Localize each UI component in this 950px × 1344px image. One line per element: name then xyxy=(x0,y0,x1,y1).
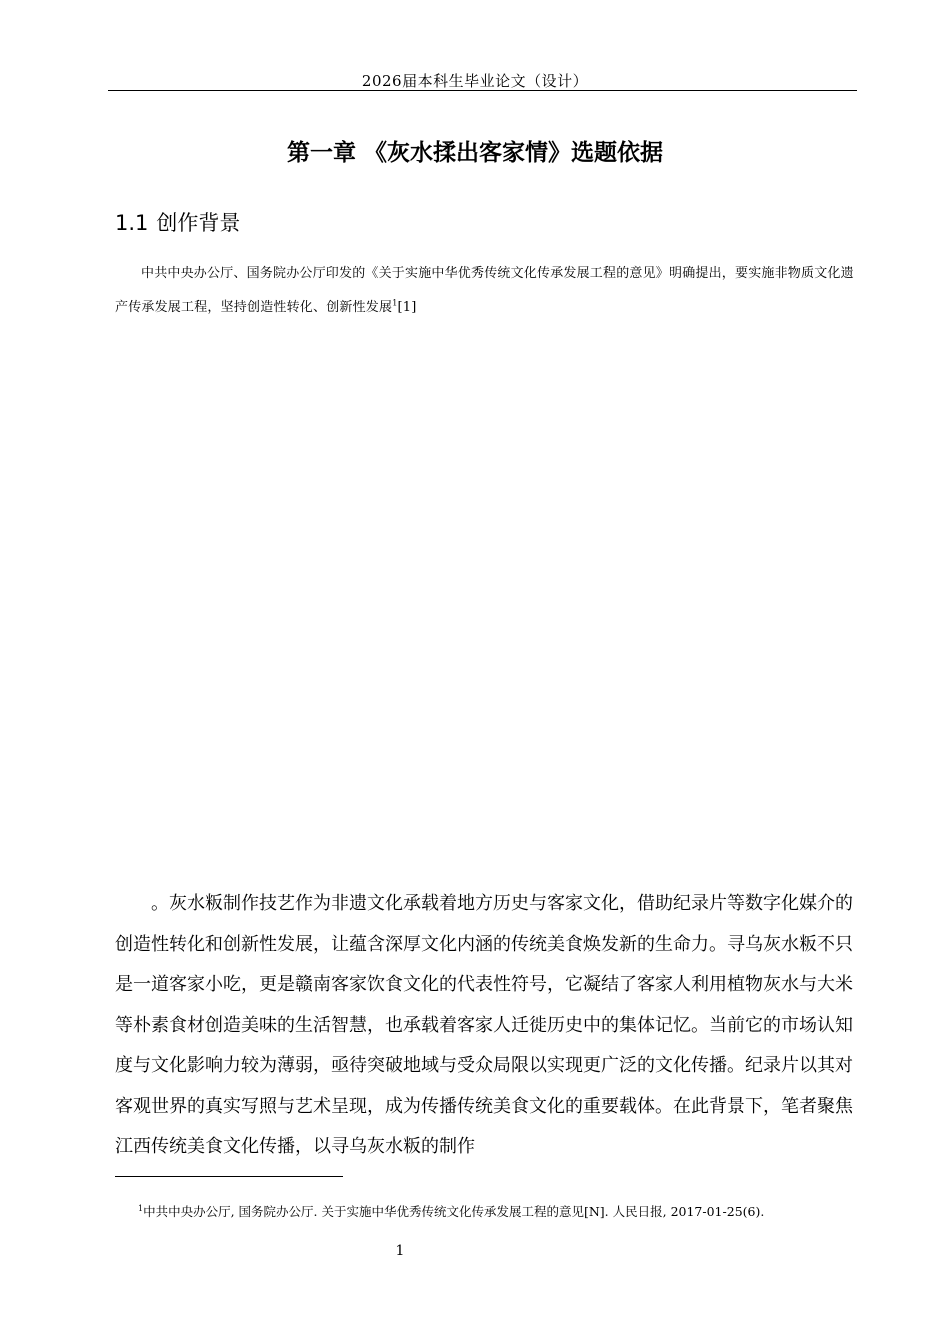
footnote xyxy=(138,1202,764,1220)
page-header-title: 2026届本科生毕业论文（设计） xyxy=(361,72,589,90)
chapter-title: 第一章 《灰水揉出客家情》选题依据 xyxy=(286,140,663,166)
page-number: 1 xyxy=(395,1243,405,1259)
footnote-divider xyxy=(115,1176,343,1177)
section-heading xyxy=(115,207,240,237)
footnote-text: 中共中央办公厅, 国务院办公厅. 关于实施中华优秀传统文化传承发展工程的意见[N]. 人民日报, 2017-01-25(6). xyxy=(143,1204,765,1219)
citation-reference[interactable]: [1] xyxy=(397,300,417,315)
section-title: 创作背景 xyxy=(156,211,241,235)
intro-paragraph xyxy=(115,257,855,325)
main-paragraph: 。灰水粄制作技艺作为非遗文化承载着地方历史与客家文化，借助纪录片等数字化媒介的创造性转化和创新性发展，让蕴含深厚文化内涵的传统美食焕发新的生命力。寻乌灰水粄不只是一道客家小吃，更是赣南客家饮食文化的代表性符号，它凝结了客家人利用植物灰水与大米等朴素食材创造美味的生活智慧，也承载着客家人迁徙历史中的集体记忆。当前它的市场认知度与文化影响力较为薄弱，亟待突破地域与受众局限以实现更广泛的文化传播。纪录片以其对客观世界的真实写照与艺术呈现，成为传播传统美食文化的重要载体。在此背景下，笔者聚焦江西传统美食文化传播，以寻乌灰水粄的制作 xyxy=(115,893,853,1157)
footnote-marker[interactable]: 1 xyxy=(392,298,398,308)
footnote-number: 1 xyxy=(138,1203,144,1213)
section-number: 1.1 xyxy=(115,211,149,235)
header-divider xyxy=(108,90,857,91)
intro-paragraph-text: 中共中央办公厅、国务院办公厅印发的《关于实施中华优秀传统文化传承发展工程的意见》明确提出，要实施非物质文化遗产传承发展工程，坚持创造性转化、创新性发展 xyxy=(115,266,854,315)
